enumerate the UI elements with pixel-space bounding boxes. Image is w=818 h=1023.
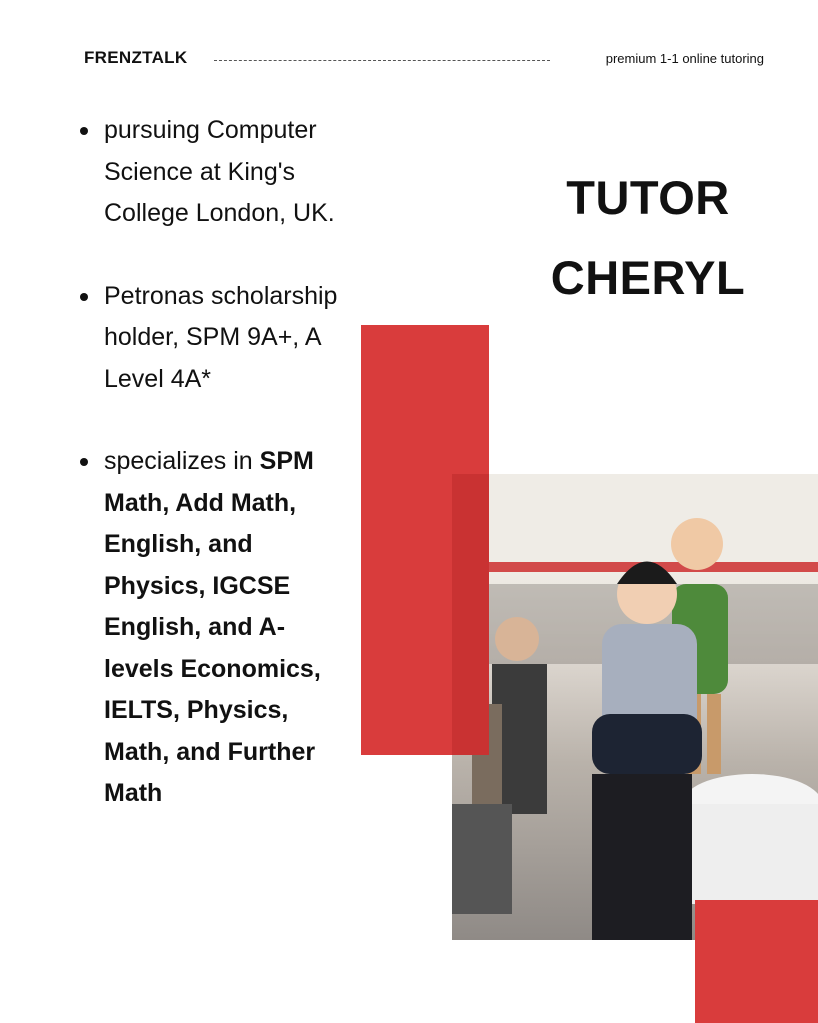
title-line-1: TUTOR	[566, 171, 730, 224]
title-line-2: CHERYL	[550, 251, 746, 304]
decorative-red-overlay	[452, 474, 489, 755]
list-item	[80, 110, 348, 235]
header-divider	[214, 60, 550, 61]
specialization-prefix: specializes in	[104, 447, 260, 475]
page-title	[540, 158, 756, 318]
tagline: premium 1-1 online tutoring	[605, 51, 764, 66]
tutor-photo-illustration	[452, 474, 818, 940]
decorative-red-square	[695, 900, 818, 1023]
brand-name: FRENZTALK	[84, 48, 188, 67]
header	[84, 44, 764, 72]
credential-list	[80, 110, 348, 856]
tutor-photo	[452, 474, 818, 940]
bullet-dot-icon	[80, 458, 88, 466]
bullet-dot-icon	[80, 293, 88, 301]
list-item	[80, 276, 348, 401]
credential-education: pursuing Computer Science at King's College London, UK.	[104, 116, 335, 227]
credential-scholarship: Petronas scholarship holder, SPM 9A+, A Level 4A*	[104, 281, 338, 393]
list-item	[80, 441, 348, 815]
specialization-subjects: SPM Math, Add Math, English, and Physics, IGCSE English, and A-levels Economics, IELTS, Physics, Math, and Further Math	[104, 447, 321, 807]
bullet-dot-icon	[80, 127, 88, 135]
